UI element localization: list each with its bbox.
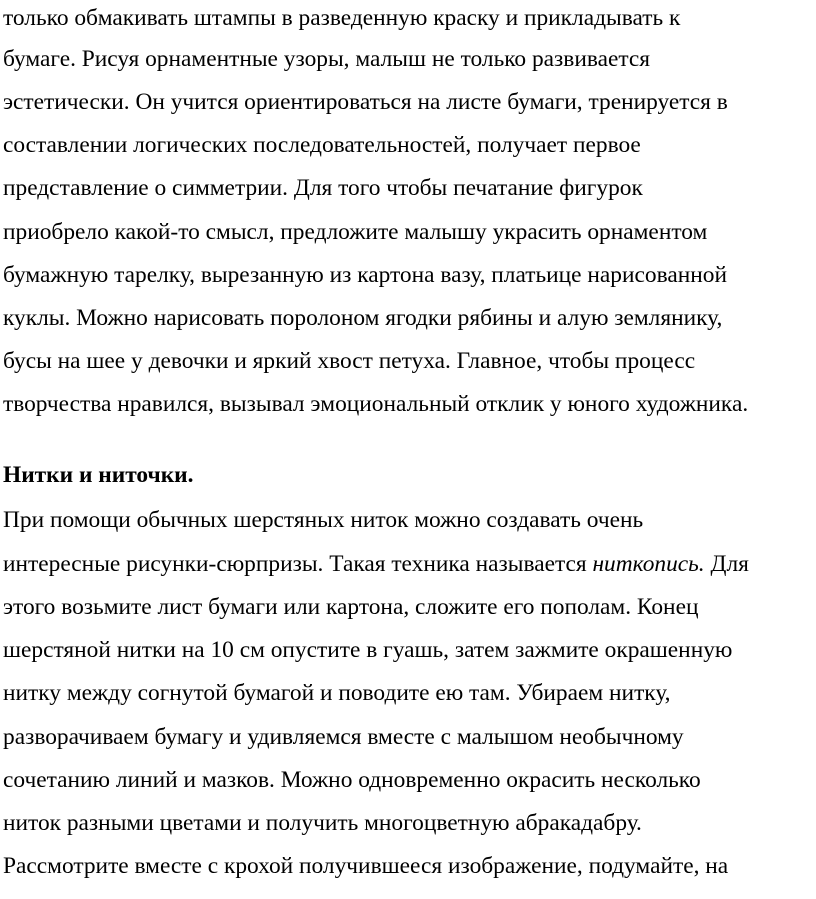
text-line: этого возьмите лист бумаги или картона, сложите его пополам. Конец xyxy=(3,594,699,620)
text-line: разворачиваем бумагу и удивляемся вместе с малышом необычному xyxy=(3,724,684,750)
text-line: только обмакивать штампы в разведенную краску и прикладывать к xyxy=(3,5,681,31)
text-line: приобрело какой-то смысл, предложите малышу украсить орнаментом xyxy=(3,219,708,245)
text-line: куклы. Можно нарисовать поролоном ягодки рябины и алую землянику, xyxy=(3,305,723,331)
text-line: бумажную тарелку, вырезанную из картона вазу, платьице нарисованной xyxy=(3,262,727,288)
text-line: бумаге. Рисуя орнаментные узоры, малыш не только развивается xyxy=(3,46,650,72)
text-line: составлении логических последовательностей, получает первое xyxy=(3,132,641,158)
technique-term: ниткопись. xyxy=(592,551,705,577)
text-line-with-term xyxy=(3,550,749,578)
text-line: творчества нравился, вызывал эмоциональный отклик у юного художника. xyxy=(3,391,749,417)
text-line: бусы на шее у девочки и яркий хвост петуха. Главное, чтобы процесс xyxy=(3,348,696,374)
text-line: сочетанию линий и мазков. Можно одновременно окрасить несколько xyxy=(3,767,701,793)
text-segment: интересные рисунки-сюрпризы. Такая техника называется xyxy=(3,551,593,577)
section-heading: Нитки и ниточки. xyxy=(3,462,194,488)
text-line: ниток разными цветами и получить многоцветную абракадабру. xyxy=(3,810,642,836)
text-line: При помощи обычных шерстяных ниток можно создавать очень xyxy=(3,507,644,533)
text-line: шерстяной нитки на 10 см опустите в гуашь, затем зажмите окрашенную xyxy=(3,637,733,663)
text-line: Рассмотрите вместе с крохой получившееся изображение, подумайте, на xyxy=(3,853,729,879)
text-segment: Для xyxy=(704,551,749,577)
text-line: нитку между согнутой бумагой и поводите ею там. Убираем нитку, xyxy=(3,680,671,706)
text-line: эстетически. Он учится ориентироваться на листе бумаги, тренируется в xyxy=(3,89,728,115)
text-line: представление о симметрии. Для того чтобы печатание фигурок xyxy=(3,175,643,201)
